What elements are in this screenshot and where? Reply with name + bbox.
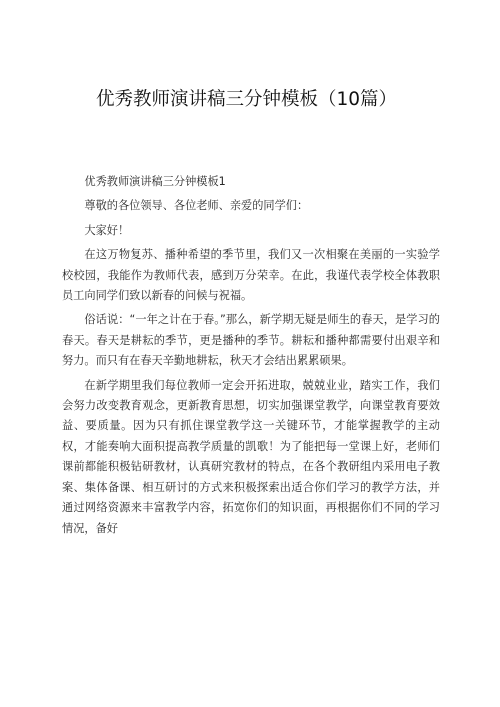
paragraph-1: 在这万物复苏、播种希望的季节里，我们又一次相聚在美丽的一实验学校校园，我能作为教师代表，感到万分荣幸。在此，我谨代表学校全体教职员工向同学们致以新春的问候与祝福。 (62, 248, 440, 303)
paragraph-3: 在新学期里我们每位教师一定会开拓进取，兢兢业业，踏实工作，我们会努力改变教育观念，更新教育思想，切实加强课堂教学，向课堂教育要效益、要质量。因为只有抓住课堂教学这一关键环节，才能掌握教学的主动权，才能奏响大面积提高教学质量的凯歌！为了能把每一堂课上好，老师们课前都能积极钻研教材，认真研究教材的特点，在各个教研组内采用电子教案、集体备课、相互研讨的方式来积极探索出适合你们学习的教学方法，并通过网络资源来丰富教学内容，拓宽你们的知识面，再根据你们不同的学习情况，备好 (62, 378, 440, 535)
document-body (62, 172, 440, 539)
salutation: 尊敬的各位领导、各位老师、亲爱的同学们： (84, 199, 309, 213)
section-heading: 优秀教师演讲稿三分钟模板1 (84, 175, 226, 188)
document-title: 优秀教师演讲稿三分钟模板（10篇） (96, 89, 398, 110)
greeting: 大家好！ (84, 223, 130, 237)
paragraph-2: 俗话说：“一年之计在于春。”那么，新学期无疑是师生的春天，是学习的春天。春天是耕耘的季节，更是播种的季节。耕耘和播种都需要付出艰辛和努力。而只有在春天辛勤地耕耘，秋天才会结出累累硕果。 (62, 313, 440, 368)
